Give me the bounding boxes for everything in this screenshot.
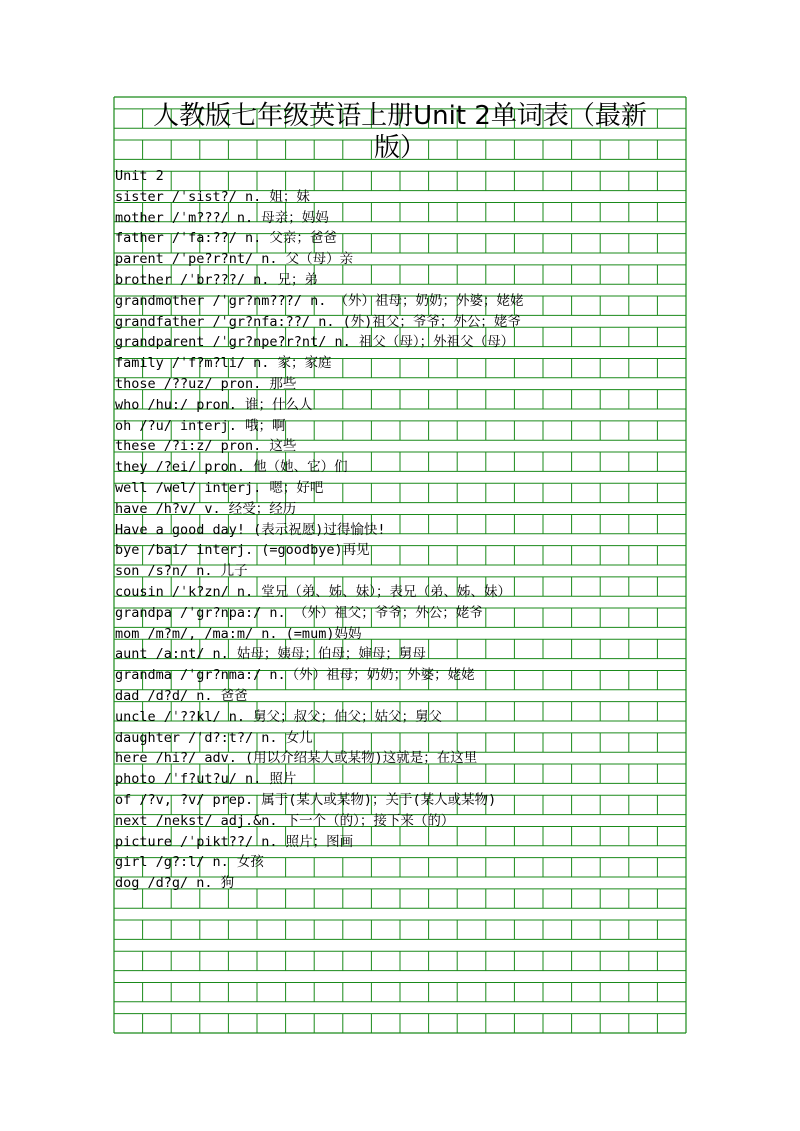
vocabulary-entry: grandma /ˈgr?nma:/ n.（外）祖母；奶奶；外婆；姥姥 xyxy=(115,667,475,684)
vocabulary-entry: uncle /ˈ??kl/ n. 舅父；叔父；伯父；姑父；舅父 xyxy=(115,708,443,725)
vocabulary-entry: family /ˈf?m?li/ n. 家；家庭 xyxy=(115,355,332,372)
vocabulary-entry: grandfather /ˈgr?nfa:??/ n. (外)祖父；爷爷；外公；姥爷 xyxy=(115,313,521,330)
vocabulary-entry: well /wel/ interj. 嗯；好吧 xyxy=(115,479,324,496)
vocabulary-entry: picture /ˈpikt??/ n. 照片；图画 xyxy=(115,833,354,850)
vocabulary-entry: aunt /a:nt/ n. 姑母；姨母；伯母；婶母；舅母 xyxy=(115,646,426,663)
vocabulary-entry: have /h?v/ v. 经受；经历 xyxy=(115,500,297,517)
vocabulary-entry: oh /?u/ interj. 哦；啊 xyxy=(115,417,286,434)
vocabulary-entry: here /hi?/ adv. (用以介绍某人或某物)这就是；在这里 xyxy=(115,750,478,767)
page-title-line-1: 人教版七年级英语上册Unit 2单词表（最新 xyxy=(153,101,647,131)
vocabulary-entry: next /nekst/ adj.&n. 下一个（的）；接下来（的） xyxy=(115,812,455,829)
vocabulary-entry: they /?ei/ pron. 他（她、它）们 xyxy=(115,459,348,476)
vocabulary-entry: mom /m?m/, /ma:m/ n. (=mum)妈妈 xyxy=(115,625,362,642)
vocabulary-entry: father /ˈfa:??/ n. 父亲；爸爸 xyxy=(115,230,337,247)
vocabulary-entry: grandparent /ˈgr?npe?r?nt/ n. 祖父（母）；外祖父（母） xyxy=(115,334,515,351)
vocabulary-entry: parent /ˈpe?r?nt/ n. 父（母）亲 xyxy=(115,251,354,268)
vocabulary-entry: these /?i:z/ pron. 这些 xyxy=(115,438,297,455)
page-title-line-2: 版） xyxy=(373,133,426,163)
vocabulary-entry: dad /d?d/ n. 爸爸 xyxy=(115,687,248,704)
vocabulary-entry: who /hu:/ pron. 谁；什么人 xyxy=(115,396,313,413)
vocabulary-entry: bye /bai/ interj. (=goodbye)再见 xyxy=(115,542,370,559)
vocabulary-list xyxy=(115,166,523,894)
vocabulary-entry: son /s?n/ n. 儿子 xyxy=(115,563,248,580)
vocabulary-entry: mother /ˈm???/ n. 母亲；妈妈 xyxy=(115,209,329,226)
vocabulary-entry: girl /g?:l/ n. 女孩 xyxy=(115,854,264,871)
vocabulary-entry: dog /d?g/ n. 狗 xyxy=(115,875,235,892)
vocabulary-entry: sister /ˈsist?/ n. 姐；妹 xyxy=(115,188,310,205)
vocabulary-entry: those /??uz/ pron. 那些 xyxy=(115,375,297,392)
vocabulary-entry: photo /ˈf?ut?u/ n. 照片 xyxy=(115,771,297,788)
unit-heading: Unit 2 xyxy=(115,168,164,184)
vocabulary-entry: grandpa /ˈgr?npa:/ n. （外）祖父；爷爷；外公；姥爷 xyxy=(115,604,483,621)
vocabulary-entry: grandmother /ˈgr?nm???/ n. （外）祖母；奶奶；外婆；姥姥 xyxy=(115,292,524,309)
vocabulary-entry: brother /ˈbr???/ n. 兄；弟 xyxy=(115,271,319,288)
vocabulary-entry: of /?v, ?v/ prep. 属于(某人或某物)；关于(某人或某物) xyxy=(115,791,497,808)
vocabulary-entry: Have a good day! (表示祝愿)过得愉快! xyxy=(115,521,386,538)
vocabulary-entry: daughter /ˈd?:t?/ n. 女儿 xyxy=(115,729,313,746)
vocabulary-entry: cousin /ˈk?zn/ n. 堂兄（弟、姊、妹）；表兄（弟、姊、妹） xyxy=(115,583,512,600)
